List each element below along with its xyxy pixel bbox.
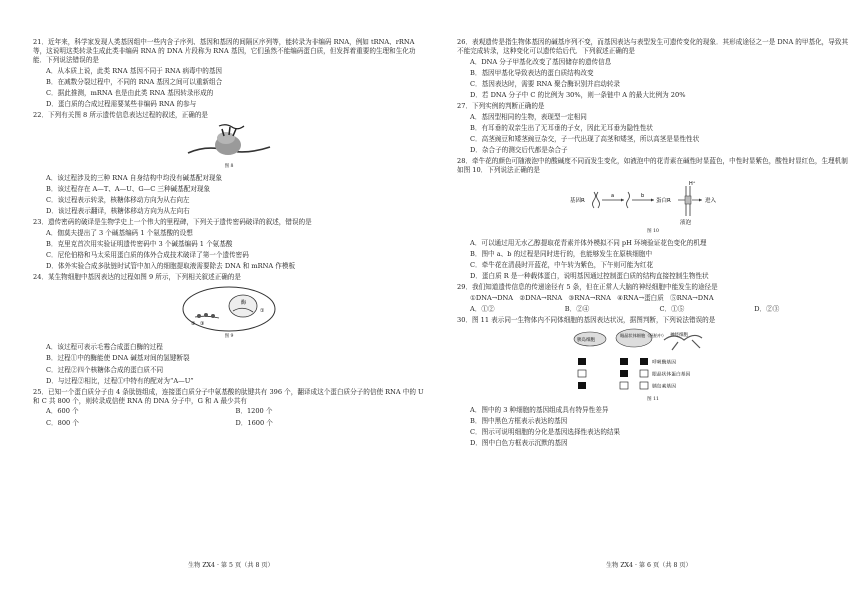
q29-path-5: ⑤RNA→DNA: [670, 293, 714, 302]
q30-option-b: B．图中黑色方框表示表达的基因: [470, 417, 568, 426]
q26-stem: 26．表观遗传是指生物体基因的碱基序列不变，而基因表达与表型发生可遗传变化的现象．其形成途径之一是 DNA 的甲基化，导致其不能完成转录，这种变化可以遗传给后代．下列叙述正确的是: [457, 38, 849, 56]
figure-10-vacuole-label: 液泡: [680, 220, 692, 227]
q27-option-a: A．基因型相同的生物，表现型一定相同: [470, 112, 587, 121]
q27-option-b: B．有耳垂的双亲生出了无耳垂的子女，因此无耳垂为隐性性状: [470, 123, 653, 132]
q21-stem: 21．近年来，科学家发现人类基因组中一些内含子序列、基因和基因的间隔区序列等，能转录为非编码 RNA，例如 tRNA、rRNA 等，这说明这类转录生成此类非编码 RNA 的 DNA 片段称为 RNA 基因，它们虽然不能编码蛋白质，但发挥着重要的生理和生化功能．下列说法错误的是: [33, 38, 416, 65]
figure-11-gene-1-label: 呼吸酶基因: [652, 360, 676, 366]
figure-9-label-enzyme: 酶: [241, 300, 247, 307]
q22-stem: 22．下列有关图 8 所示遗传信息表达过程的叙述，正确的是: [33, 111, 209, 120]
figure-8-translation-diagram: [186, 123, 272, 163]
right-column: [457, 38, 849, 451]
figure-11-box-r3c1: [578, 382, 586, 389]
q30-stem: 30．图 11 表示同一生物体内不同体细胞的基因表达状况，据图判断，下列说法错误的是: [457, 315, 716, 324]
figure-9-cell-diagram: [181, 285, 277, 333]
q29-option-c: C．①⑤: [659, 304, 685, 313]
figure-8-caption: 图 8: [224, 164, 234, 170]
q21-option-d: D．蛋白质的合成过程需要某些非编码 RNA 的参与: [46, 100, 197, 109]
figure-11-box-r2c2: [620, 370, 628, 377]
figure-9-label-1: ①: [260, 308, 265, 315]
figure-11-box-r3c3: [640, 382, 648, 389]
q25-option-c: C．800 个: [46, 418, 79, 427]
q26-option-d: D．若 DNA 分子中 C 的比例为 30%，则一条链中 A 的最大比例为 20%: [470, 90, 686, 99]
q22-option-c: C．该过程表示转录，核糖体移动方向为从右向左: [46, 195, 190, 204]
q25-option-d: D．1600 个: [235, 418, 273, 427]
q24-stem: 24．某生物细胞中基因表达的过程如图 9 所示，下列相关叙述正确的是: [33, 272, 241, 281]
q25-options-row-2: [46, 419, 425, 428]
figure-9-label-2: ②: [191, 321, 196, 328]
figure-10-gene-label: 基因R: [570, 198, 585, 205]
q27-option-d: D．杂合子的测交后代都是杂合子: [470, 145, 568, 154]
figure-9-label-3: ③: [200, 321, 205, 328]
figure-10-step-a: a: [611, 193, 615, 200]
q25-stem: 25．已知一个蛋白质分子由 4 条肽链组成，连接蛋白质分子中氨基酸的肽键共有 396 个，翻译成这个蛋白质分子的信使 RNA 中的 U 和 C 共 800 个，则转录成信使 RNA 的 DNA 分子中，G 和 A 最少共有: [33, 387, 424, 405]
q29-option-d: D．②③: [754, 304, 780, 313]
figure-11-gene-3-label: 胰岛素基因: [652, 384, 676, 390]
q23-option-d: D．体外实验合成多肽链时试管中加入的细胞提取液需要除去 DNA 和 mRNA 作模板: [46, 261, 296, 270]
q23-option-c: C．尼伦伯格和马太采用蛋白质的体外合成技术破译了第一个遗传密码: [46, 250, 249, 259]
q22-option-b: B．该过程存在 A—T、A—U、G—C 三种碱基配对现象: [46, 184, 211, 193]
q29-pathways: [470, 294, 849, 303]
figure-10-mechanism-diagram: [568, 178, 738, 228]
q29-options: [470, 305, 849, 314]
q29-path-2: ②DNA→RNA: [519, 293, 563, 302]
figure-10-ion-label: H⁺: [689, 181, 696, 188]
q28-option-c: C．牵牛花在清晨时开蓝花，中午转为紫色，下午则可能为红花: [470, 260, 654, 269]
q26-option-c: C．基因表达时，需要 RNA 聚合酶识别并启动转录: [470, 79, 621, 88]
figure-11-box-r2c3: [640, 370, 648, 377]
figure-11-gene-expression-diagram: [568, 328, 738, 396]
q25-option-b: B．1200 个: [235, 407, 273, 416]
q27-option-c: C．高茎豌豆和矮茎豌豆杂交，子一代出现了高茎和矮茎，所以高茎是显性性状: [470, 134, 700, 143]
q29-option-b: B．②④: [564, 304, 590, 313]
q29-stem: 29．我们知道遗传信息的传递途径有 5 条，但在正常人大脑的神经细胞中能发生的途径是: [457, 282, 718, 291]
q21-option-c: C．据此推测，mRNA 也是由此类 RNA 基因转录形成的: [46, 88, 214, 97]
figure-11-box-r2c1: [578, 370, 586, 377]
q24-option-d: D．与过程②相比，过程①中特有的配对为“A—U”: [46, 376, 194, 385]
q28-option-a: A．可以通过用无水乙醇提取花青素并体外模拟不同 pH 环境验证花色变化的机理: [470, 238, 707, 247]
figure-9-caption: 图 9: [224, 334, 234, 340]
q30-option-c: C．图示可说明细胞的分化是基因选择性表达的结果: [470, 428, 621, 437]
q21-option-a: A．从本质上说，此类 RNA 基因不同于 RNA 病毒中的基因: [46, 66, 223, 75]
q21-option-b: B．在减数分裂过程中，不同的 RNA 基因之间可以重新组合: [46, 77, 223, 86]
figure-10-caption: 图 10: [647, 229, 659, 235]
figure-10-step-b: b: [641, 193, 645, 200]
figure-10-protein-label: 蛋白R: [656, 198, 671, 205]
q29-path-1: ①DNA→DNA: [470, 293, 514, 302]
q22-option-d: D．该过程表示翻译，核糖体移动方向为从左向右: [46, 206, 190, 215]
q27-stem: 27．下列实例的判断正确的是: [457, 102, 545, 111]
q30-option-a: A．图中的 3 种细胞的基因组成具有特异性差异: [470, 406, 609, 415]
q23-option-b: B．克里克首次用实验证明遗传密码中 3 个碱基编码 1 个氨基酸: [46, 239, 233, 248]
q24-option-b: B．过程①中的酶能使 DNA 碱基对间的氢键断裂: [46, 354, 190, 363]
q23-stem: 23．遗传密码的破译是生物学史上一个伟大的里程碑，下列关于遗传密码破译的叙述，错误的是: [33, 217, 312, 226]
q25-options-row-1: [46, 407, 425, 416]
q24-option-c: C．过程②四个核糖体合成的蛋白质不同: [46, 365, 164, 374]
q28-option-d: D．蛋白质 R 是一种载体蛋白，说明基因通过控制蛋白质的结构直接控制生物性状: [470, 271, 709, 280]
q23-option-a: A．伽莫夫提出了 3 个碱基编码 1 个氨基酸的设想: [46, 228, 193, 237]
q26-option-a: A．DNA 分子甲基化改变了基因储存的遗传信息: [470, 57, 612, 66]
figure-11-cell-1-label: 胰岛细胞: [577, 337, 595, 343]
q29-path-3: ③RNA→RNA: [568, 293, 611, 302]
q26-option-b: B．基因甲基化导致表达的蛋白质结构改变: [470, 68, 594, 77]
figure-11-box-r1c1: [578, 358, 586, 365]
q24-option-a: A．该过程可表示毛霉合成蛋白酶的过程: [46, 343, 163, 352]
q29-option-a: A．①②: [470, 304, 495, 313]
q22-option-a: A．该过程涉及的三种 RNA 自身结构中均没有碱基配对现象: [46, 173, 223, 182]
q28-option-b: B．图中 a、b 的过程是同时进行的，也能够发生在原核细胞中: [470, 249, 653, 258]
q28-stem: 28．牵牛花的颜色可随液泡中的酸碱度不同而发生变化，如液泡中的花青素在碱性时显蓝色，中性时显紫色，酸性时显红色，生理机制如图 10．下列说法正确的是: [457, 157, 848, 175]
figure-11-box-r3c2: [620, 382, 628, 389]
q30-option-d: D．图中白色方框表示沉默的基因: [470, 439, 568, 448]
figure-11-caption: 图 11: [647, 396, 659, 402]
figure-10-enter-label: 进入: [705, 198, 717, 205]
page-footer-left: 生物 ZX4 · 第 5 页（共 8 页）: [188, 562, 274, 569]
left-column: [33, 38, 425, 430]
figure-11-cell-3-label: 神经细胞: [670, 332, 688, 338]
q29-path-4: ④RNA→蛋白质: [617, 293, 664, 302]
figure-11-cell-2-label: 眼晶状体细胞（胚胎中）: [620, 332, 667, 338]
figure-11-box-r1c2: [620, 358, 628, 365]
figure-11-gene-2-label: 眼晶状体蛋白基因: [652, 372, 691, 378]
q25-option-a: A．600 个: [46, 407, 79, 416]
page-footer-right: 生物 ZX4 · 第 6 页（共 8 页）: [606, 562, 692, 569]
figure-11-box-r1c3: [640, 358, 648, 365]
